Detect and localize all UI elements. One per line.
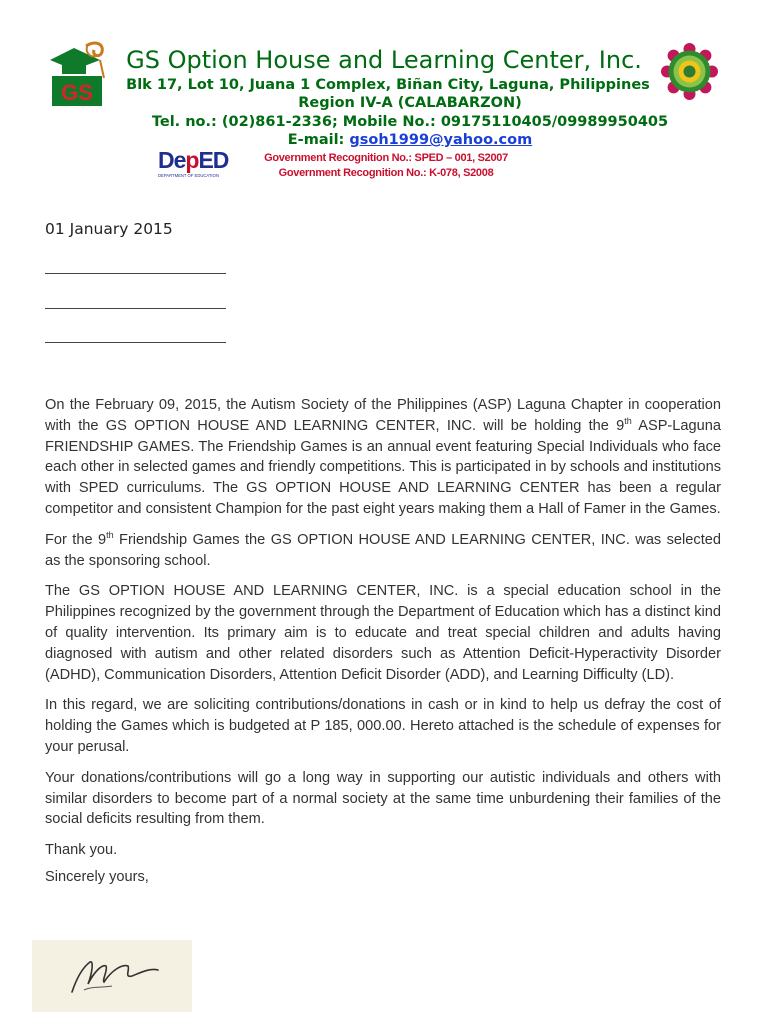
- closing: Sincerely yours,: [45, 868, 149, 885]
- thank-you: Thank you.: [45, 842, 118, 859]
- paragraph-solicitation: In this regard, we are soliciting contributions/donations in cash or in kind to help us defray the cost of holding the Games which is budgeted at P 185, 000.00. Hereto attached is the schedule of expenses for your perusal.: [45, 697, 721, 755]
- recipient-blank-line: [45, 308, 226, 309]
- paragraph-text: On the February 09, 2015, the Autism Society of the Philippines (ASP) Laguna Chapter in cooperation with the GS OPTION HOUSE AND LEARNING CENTER, INC. will be holding the: [45, 397, 721, 434]
- government-recognition-k: Government Recognition No.: K-078, S2008: [278, 167, 494, 179]
- signature-image: [32, 940, 192, 1012]
- letter-date: 01 January 2015: [45, 220, 173, 238]
- paragraph-text: Friendship Games the GS OPTION HOUSE AND LEARNING CENTER, INC. was selected as the sponsoring school.: [45, 531, 721, 569]
- telephone-line: Tel. no.: (02)861-2336; Mobile No.: 09175110405/09989950405: [151, 114, 669, 130]
- email-label: E-mail:: [287, 132, 350, 148]
- ordinal-suffix: th: [624, 415, 632, 426]
- deped-logo-icon: [156, 144, 236, 180]
- paragraph-impact: Your donations/contributions will go a long way in supporting our autistic individuals and others with similar disorders to become part of a normal society at the same time unburdening their families of the social deficits resulting from them.: [45, 769, 721, 828]
- organization-name: GS Option House and Learning Center, Inc.: [126, 46, 642, 74]
- paragraph-text: ASP-Laguna FRIENDSHIP GAMES. The Friendship Games is an annual event featuring Special Individuals who face each other in selected games and friendly competitions. This is participated in by schools and institutions with SPED curriculums. The GS OPTION HOUSE AND LEARNING CENTER has been a regular competitor and consistent Champion for the past eight years making them a Hall of Famer in the Games.: [45, 417, 721, 517]
- ordinal-number: 9: [97, 531, 107, 548]
- svg-text:GS: GS: [61, 80, 93, 105]
- ordinal-suffix: th: [106, 529, 114, 540]
- paragraph-text: For the: [45, 531, 98, 548]
- svg-text:DepED: DepED: [158, 147, 229, 173]
- ordinal-number: 9: [616, 417, 625, 434]
- recipient-blank-line: [45, 273, 226, 274]
- government-recognition-sped: Government Recognition No.: SPED – 001, S2007: [264, 152, 508, 164]
- paragraph-about-school: The GS OPTION HOUSE AND LEARNING CENTER, INC. is a special education school in the Philippines recognized by the government through the Department of Education which has a distinct kind of quality intervention. Its primary aim is to educate and treat special children and adults having diagnosed with autism and other related disorders such as Attention Deficit-Hyperactivity Disorder (ADHD), Communication Disorders, Attention Deficit Disorder (ADD), and Learning Difficulty (LD).: [45, 583, 721, 683]
- svg-text:DEPARTMENT OF EDUCATION: DEPARTMENT OF EDUCATION: [158, 173, 219, 178]
- region-line: Region IV-A (CALABARZON): [298, 95, 522, 111]
- paragraph-intro: [45, 395, 721, 520]
- paragraph-sponsor: [45, 530, 721, 572]
- email-link[interactable]: gsoh1999@yahoo.com: [349, 132, 533, 148]
- letter-body: [45, 395, 721, 894]
- address-line: Blk 17, Lot 10, Juana 1 Complex, Biñan City, Laguna, Philippines: [126, 77, 650, 93]
- recipient-blank-line: [45, 342, 226, 343]
